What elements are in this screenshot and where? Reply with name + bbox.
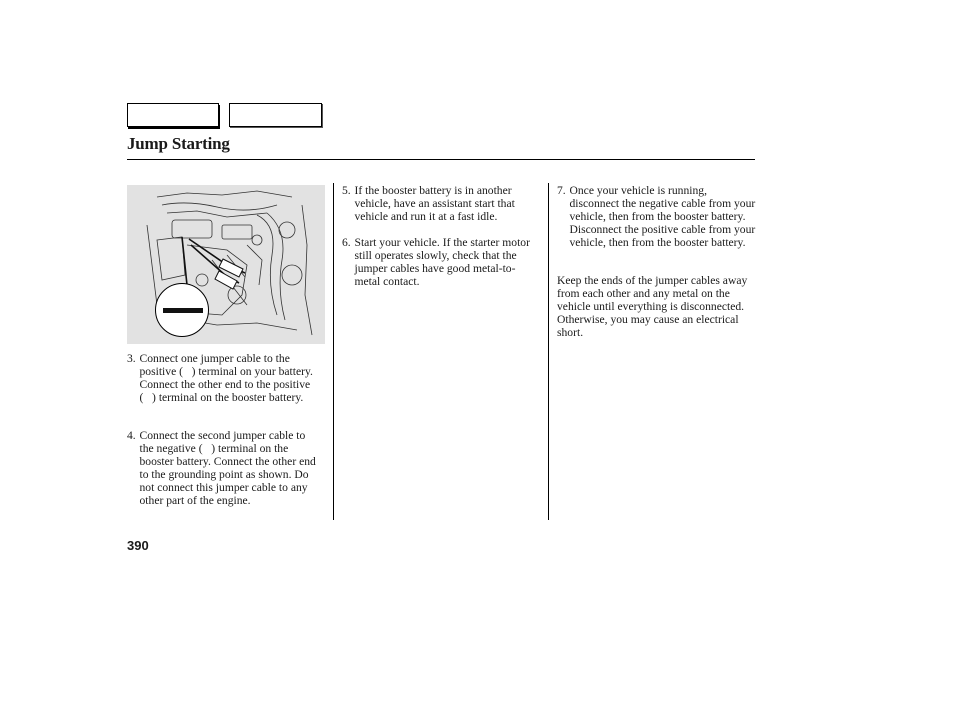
step-number: 5. bbox=[342, 184, 351, 197]
caution-note: Keep the ends of the jumper cables away from each other and any metal on the vehicle until everything is disconnected. Otherwise, you may cause an electrical short. bbox=[557, 274, 748, 339]
step-text: Start your vehicle. If the starter motor still operates slowly, check that the jumper cables have good metal-to-metal contact. bbox=[354, 236, 530, 288]
page-number: 390 bbox=[127, 538, 149, 553]
step-text: Once your vehicle is running, disconnect the negative cable from your vehicle, then from the booster battery. Disconnect the positive cable from your vehicle, then from the booster battery. bbox=[569, 184, 756, 249]
step-number: 4. bbox=[127, 429, 136, 442]
minus-symbol bbox=[163, 308, 203, 313]
step-text: Connect the second jumper cable to the negative ( ) terminal on the booster battery. Connect the other end to the grounding point as shown. Do not connect this jumper cable to any other part of the engine. bbox=[139, 429, 316, 507]
page-title: Jump Starting bbox=[127, 134, 230, 153]
engine-illustration bbox=[127, 185, 325, 344]
column-divider-2 bbox=[548, 183, 549, 520]
step-4 bbox=[127, 429, 319, 507]
negative-terminal-icon bbox=[155, 283, 209, 337]
step-number: 3. bbox=[127, 352, 136, 365]
section-tab-box-2 bbox=[229, 103, 322, 127]
step-number: 7. bbox=[557, 184, 566, 197]
title-divider bbox=[127, 159, 755, 160]
step-number: 6. bbox=[342, 236, 351, 249]
step-7 bbox=[557, 184, 757, 249]
step-5 bbox=[342, 184, 542, 223]
step-3 bbox=[127, 352, 319, 404]
step-text: If the booster battery is in another vehicle, have an assistant start that vehicle and run it at a fast idle. bbox=[354, 184, 515, 223]
step-6 bbox=[342, 236, 537, 288]
section-tab-box-1 bbox=[127, 103, 219, 127]
step-text: Connect one jumper cable to the positive ( ) terminal on your battery. Connect the other end to the positive ( ) terminal on the booster battery. bbox=[139, 352, 313, 404]
column-divider-1 bbox=[333, 183, 334, 520]
